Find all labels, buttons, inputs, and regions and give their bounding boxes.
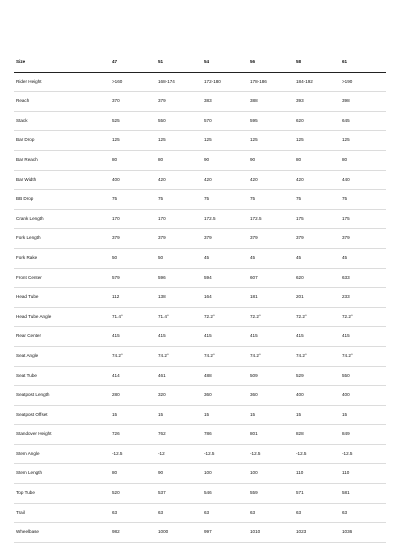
table-cell: 100	[248, 464, 294, 484]
table-cell: 72.2°	[340, 307, 386, 327]
table-row	[14, 484, 386, 504]
table-cell: -12.5	[248, 444, 294, 464]
table-cell: 570	[202, 111, 248, 131]
table-cell: 75	[294, 190, 340, 210]
row-label: Seatpost Offset	[14, 405, 110, 425]
table-cell: 379	[248, 229, 294, 249]
table-cell: 75	[202, 190, 248, 210]
table-cell: 379	[156, 92, 202, 112]
table-cell: 170	[110, 209, 156, 229]
table-cell: 1023	[294, 523, 340, 543]
table-cell: 175	[340, 209, 386, 229]
table-cell: 801	[248, 425, 294, 445]
table-cell: 509	[248, 366, 294, 386]
table-cell: 75	[340, 190, 386, 210]
table-cell: 550	[156, 111, 202, 131]
table-row	[14, 444, 386, 464]
table-body	[14, 72, 386, 542]
table-cell: 550	[340, 366, 386, 386]
size-column-header: 61	[340, 53, 386, 72]
table-cell: 414	[110, 366, 156, 386]
row-label: Rear Center	[14, 327, 110, 347]
row-label: Stem Length	[14, 464, 110, 484]
table-cell: 164	[202, 288, 248, 308]
table-cell: 125	[156, 131, 202, 151]
table-cell: 420	[248, 170, 294, 190]
table-cell: 786	[202, 425, 248, 445]
table-cell: 415	[294, 327, 340, 347]
table-cell: 559	[248, 484, 294, 504]
table-cell: 90	[202, 150, 248, 170]
table-cell: 181	[248, 288, 294, 308]
table-row	[14, 72, 386, 92]
table-cell: 50	[156, 248, 202, 268]
table-row	[14, 150, 386, 170]
table-cell: 379	[156, 229, 202, 249]
table-cell: 75	[156, 190, 202, 210]
table-cell: 90	[156, 464, 202, 484]
table-cell: 633	[340, 268, 386, 288]
table-cell: 594	[202, 268, 248, 288]
table-cell: 45	[248, 248, 294, 268]
table-row	[14, 346, 386, 366]
table-cell: 379	[340, 229, 386, 249]
row-label: Crank Length	[14, 209, 110, 229]
table-cell: 75	[248, 190, 294, 210]
table-cell: 110	[340, 464, 386, 484]
table-cell: -12.5	[294, 444, 340, 464]
table-cell: 1000	[156, 523, 202, 543]
row-label: Head Tube Angle	[14, 307, 110, 327]
table-row	[14, 523, 386, 543]
table-cell: 74.2°	[248, 346, 294, 366]
table-cell: 63	[248, 503, 294, 523]
table-cell: 71.4°	[156, 307, 202, 327]
table-row	[14, 503, 386, 523]
row-label: Top Tube	[14, 484, 110, 504]
table-row	[14, 248, 386, 268]
row-label: Front Center	[14, 268, 110, 288]
table-cell: 420	[294, 170, 340, 190]
table-cell: 63	[202, 503, 248, 523]
table-cell: 80	[156, 150, 202, 170]
table-row	[14, 288, 386, 308]
table-cell: 172-180	[202, 72, 248, 92]
table-row	[14, 366, 386, 386]
table-cell: 320	[156, 386, 202, 406]
table-cell: 90	[248, 150, 294, 170]
table-cell: 596	[156, 268, 202, 288]
row-label: Stem Angle	[14, 444, 110, 464]
table-cell: 80	[110, 464, 156, 484]
row-label: Bar Reach	[14, 150, 110, 170]
table-cell: 125	[110, 131, 156, 151]
table-cell: 420	[156, 170, 202, 190]
table-cell: 379	[110, 229, 156, 249]
table-cell: 63	[156, 503, 202, 523]
geometry-table	[14, 53, 386, 543]
table-cell: 726	[110, 425, 156, 445]
table-cell: 645	[340, 111, 386, 131]
table-cell: 72.2°	[248, 307, 294, 327]
table-row	[14, 92, 386, 112]
table-cell: 360	[202, 386, 248, 406]
table-row	[14, 209, 386, 229]
table-cell: 168-174	[156, 72, 202, 92]
row-label: Trail	[14, 503, 110, 523]
table-cell: 529	[294, 366, 340, 386]
table-cell: -12.5	[340, 444, 386, 464]
table-cell: 388	[248, 92, 294, 112]
row-label: Wheelbase	[14, 523, 110, 543]
table-cell: 620	[294, 268, 340, 288]
table-cell: -12.5	[110, 444, 156, 464]
table-cell: 175	[294, 209, 340, 229]
table-cell: -12.5	[202, 444, 248, 464]
table-cell: 525	[110, 111, 156, 131]
table-cell: 15	[248, 405, 294, 425]
table-cell: 415	[156, 327, 202, 347]
table-cell: 997	[202, 523, 248, 543]
table-cell: 849	[340, 425, 386, 445]
row-label: BB Drop	[14, 190, 110, 210]
table-cell: 383	[202, 92, 248, 112]
table-cell: 415	[340, 327, 386, 347]
table-cell: 607	[248, 268, 294, 288]
table-row	[14, 464, 386, 484]
table-cell: 172.5	[202, 209, 248, 229]
table-cell: 74.2°	[202, 346, 248, 366]
table-cell: 45	[340, 248, 386, 268]
table-cell: 74.2°	[340, 346, 386, 366]
size-column-header: 47	[110, 53, 156, 72]
table-cell: 398	[340, 92, 386, 112]
table-cell: 184-192	[294, 72, 340, 92]
size-column-header: 54	[202, 53, 248, 72]
table-cell: 80	[340, 150, 386, 170]
table-cell: 233	[340, 288, 386, 308]
header-row	[14, 53, 386, 72]
table-row	[14, 405, 386, 425]
table-cell: 379	[294, 229, 340, 249]
table-cell: 178-186	[248, 72, 294, 92]
table-cell: 280	[110, 386, 156, 406]
table-cell: 110	[294, 464, 340, 484]
table-cell: 74.2°	[294, 346, 340, 366]
table-cell: 581	[340, 484, 386, 504]
table-cell: 170	[156, 209, 202, 229]
table-cell: 80	[110, 150, 156, 170]
table-cell: 172.5	[248, 209, 294, 229]
table-cell: 370	[110, 92, 156, 112]
table-row	[14, 307, 386, 327]
row-label: Fork Rake	[14, 248, 110, 268]
table-cell: 15	[294, 405, 340, 425]
table-cell: 546	[202, 484, 248, 504]
table-cell: 112	[110, 288, 156, 308]
table-cell: 620	[294, 111, 340, 131]
size-column-header: 51	[156, 53, 202, 72]
table-cell: 125	[294, 131, 340, 151]
table-cell: 50	[110, 248, 156, 268]
row-label: Standover Height	[14, 425, 110, 445]
table-cell: 63	[110, 503, 156, 523]
table-cell: 571	[294, 484, 340, 504]
table-cell: 420	[202, 170, 248, 190]
table-cell: 71.4°	[110, 307, 156, 327]
table-row	[14, 425, 386, 445]
table-cell: >160	[110, 72, 156, 92]
table-cell: 15	[340, 405, 386, 425]
table-row	[14, 190, 386, 210]
table-cell: 75	[110, 190, 156, 210]
table-cell: 828	[294, 425, 340, 445]
table-cell: 125	[248, 131, 294, 151]
table-cell: 537	[156, 484, 202, 504]
table-cell: 1010	[248, 523, 294, 543]
table-cell: 100	[202, 464, 248, 484]
table-cell: 393	[294, 92, 340, 112]
table-cell: 15	[156, 405, 202, 425]
table-cell: 379	[202, 229, 248, 249]
table-row	[14, 111, 386, 131]
table-cell: 72.2°	[294, 307, 340, 327]
table-cell: 982	[110, 523, 156, 543]
table-cell: 488	[202, 366, 248, 386]
row-label: Seat Angle	[14, 346, 110, 366]
row-label: Rider Height	[14, 72, 110, 92]
table-cell: 125	[340, 131, 386, 151]
row-label: Reach	[14, 92, 110, 112]
table-cell: 63	[340, 503, 386, 523]
table-cell: 415	[202, 327, 248, 347]
row-label: Bar Width	[14, 170, 110, 190]
table-cell: 15	[202, 405, 248, 425]
table-cell: 400	[294, 386, 340, 406]
table-cell: 138	[156, 288, 202, 308]
table-cell: 579	[110, 268, 156, 288]
table-cell: 461	[156, 366, 202, 386]
table-cell: 440	[340, 170, 386, 190]
table-cell: 762	[156, 425, 202, 445]
row-label: Head Tube	[14, 288, 110, 308]
table-row	[14, 327, 386, 347]
size-column-header: 58	[294, 53, 340, 72]
size-column-header: 56	[248, 53, 294, 72]
row-label: Stack	[14, 111, 110, 131]
table-cell: 1036	[340, 523, 386, 543]
table-cell: 520	[110, 484, 156, 504]
table-cell: 74.2°	[156, 346, 202, 366]
row-label: Bar Drop	[14, 131, 110, 151]
table-cell: 74.2°	[110, 346, 156, 366]
table-row	[14, 170, 386, 190]
table-cell: 415	[248, 327, 294, 347]
table-cell: 201	[294, 288, 340, 308]
table-cell: 63	[294, 503, 340, 523]
table-cell: 415	[110, 327, 156, 347]
row-label: Fork Length	[14, 229, 110, 249]
table-cell: 125	[202, 131, 248, 151]
table-cell: 400	[340, 386, 386, 406]
table-row	[14, 131, 386, 151]
row-label: Seat Tube	[14, 366, 110, 386]
row-label: Seatpost Length	[14, 386, 110, 406]
table-cell: >190	[340, 72, 386, 92]
table-cell: 45	[202, 248, 248, 268]
table-cell: 400	[110, 170, 156, 190]
table-cell: 72.2°	[202, 307, 248, 327]
table-cell: 45	[294, 248, 340, 268]
table-row	[14, 386, 386, 406]
table-row	[14, 268, 386, 288]
table-cell: 360	[248, 386, 294, 406]
table-cell: 80	[294, 150, 340, 170]
table-cell: 15	[110, 405, 156, 425]
table-cell: 595	[248, 111, 294, 131]
table-cell: -12	[156, 444, 202, 464]
table-row	[14, 229, 386, 249]
size-header: Size	[14, 53, 110, 72]
